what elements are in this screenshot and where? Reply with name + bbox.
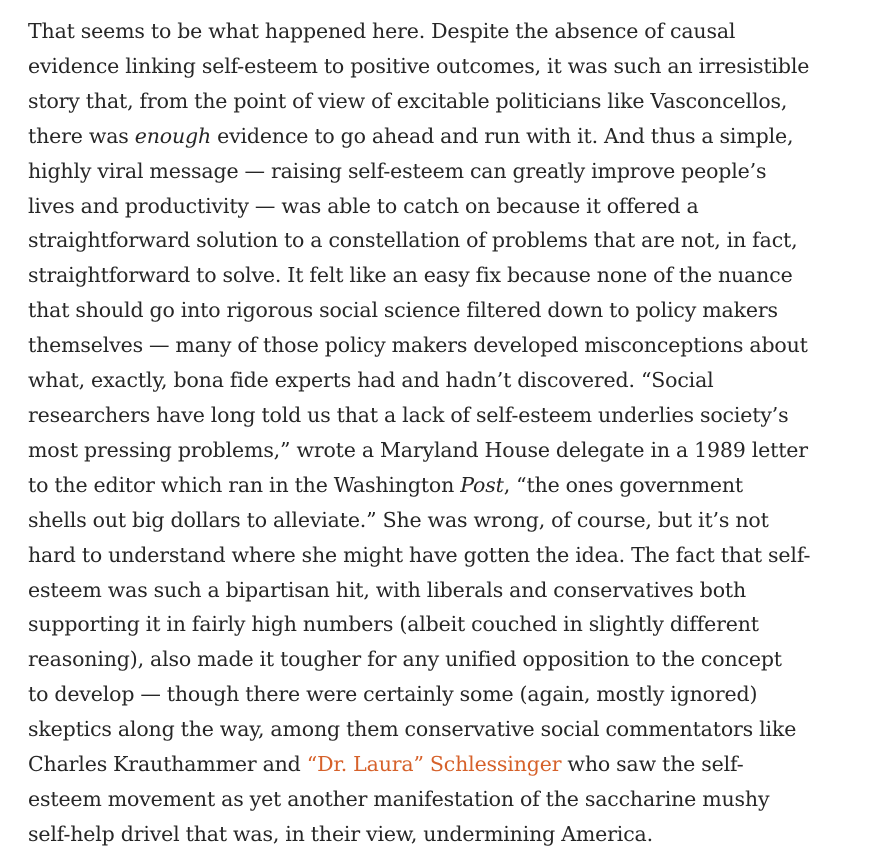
text-line: skeptics along the way, among them conservative social commentators like: [28, 717, 797, 742]
emphasis-enough: enough: [134, 123, 212, 148]
text-segment: who saw the self-: [561, 752, 744, 777]
text-segment: evidence to go ahead and run with it. And thus a simple,: [211, 123, 794, 148]
text-line: highly viral message — raising self-esteem can greatly improve people’s: [28, 158, 767, 183]
text-line: to develop — though there were certainly some (again, mostly ignored): [28, 682, 758, 707]
text-line: hard to understand where she might have gotten the idea. The fact that self-: [28, 542, 811, 567]
text-line: themselves — many of those policy makers developed misconceptions about: [28, 333, 808, 358]
article-paragraph: [28, 14, 878, 852]
text-line: [28, 747, 878, 782]
text-segment: there was: [28, 123, 135, 148]
text-line: shells out big dollars to alleviate.” She was wrong, of course, but it’s not: [28, 507, 769, 532]
text-line: straightforward solution to a constellation of problems that are not, in fact,: [28, 228, 798, 253]
text-line: esteem was such a bipartisan hit, with liberals and conservatives both: [28, 577, 747, 602]
text-segment: , “the ones government: [503, 472, 744, 497]
text-line: [28, 119, 878, 154]
text-line: that should go into rigorous social science filtered down to policy makers: [28, 298, 778, 323]
text-line: researchers have long told us that a lack of self-esteem underlies society’s: [28, 402, 789, 427]
emphasis-post: Post: [460, 472, 504, 497]
text-line: reasoning), also made it tougher for any unified opposition to the concept: [28, 647, 782, 672]
text-line: story that, from the point of view of excitable politicians like Vasconcellos,: [28, 88, 788, 113]
text-segment: Charles Krauthammer and: [28, 752, 307, 777]
text-line: self-help drivel that was, in their view, undermining America.: [28, 821, 653, 846]
text-segment: to the editor which ran in the Washington: [28, 472, 461, 497]
text-line: supporting it in fairly high numbers (albeit couched in slightly different: [28, 612, 759, 637]
text-line: most pressing problems,” wrote a Maryland House delegate in a 1989 letter: [28, 437, 808, 462]
dr-laura-schlessinger-link[interactable]: “Dr. Laura” Schlessinger: [306, 752, 562, 777]
text-line: straightforward to solve. It felt like an easy fix because none of the nuance: [28, 263, 793, 288]
text-line: lives and productivity — was able to catch on because it offered a: [28, 193, 699, 218]
text-line: [28, 468, 878, 503]
text-line: esteem movement as yet another manifestation of the saccharine mushy: [28, 786, 770, 811]
text-line: what, exactly, bona fide experts had and hadn’t discovered. “Social: [28, 368, 714, 393]
text-line: That seems to be what happened here. Despite the absence of causal: [28, 19, 736, 43]
text-line: evidence linking self-esteem to positive outcomes, it was such an irresistible: [28, 53, 810, 78]
